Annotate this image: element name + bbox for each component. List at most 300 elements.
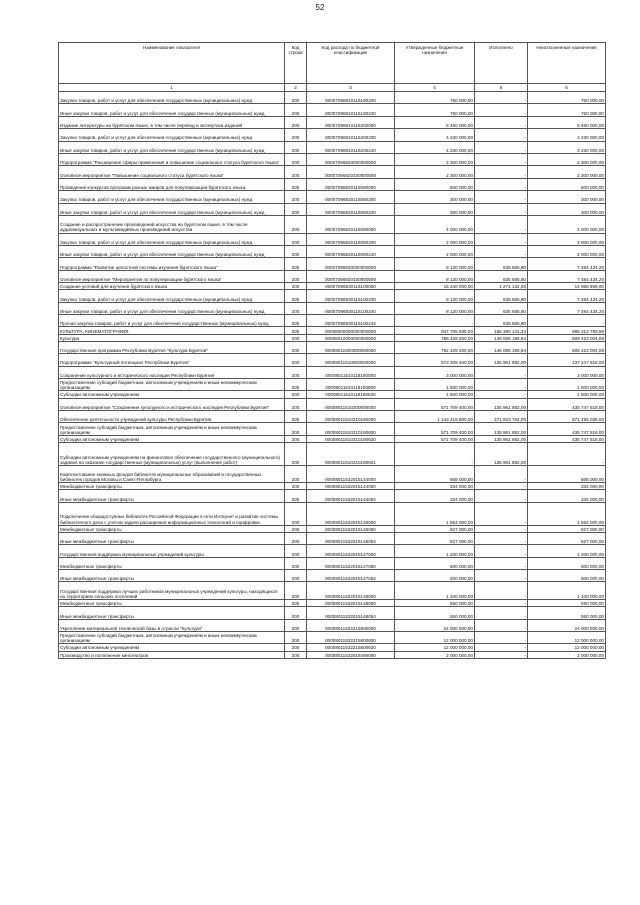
- row-line-code: 200: [285, 366, 307, 378]
- row-executed-amount: -: [475, 92, 528, 104]
- row-expense-code: 00008011510118180600: [307, 378, 395, 390]
- row-unexecuted-amount: 1 500 000,00: [528, 378, 606, 390]
- row-name: Подпрограмма "Расширение сферы применения и повышение социального статуса бурятского языка": [59, 153, 285, 165]
- table-row: [59, 270, 606, 282]
- table-row: [59, 490, 606, 502]
- row-line-code: 200: [285, 283, 307, 290]
- row-approved-amount: 600 000,00: [395, 557, 475, 569]
- row-name: Субсидии автономным учреждениям: [59, 391, 285, 398]
- row-unexecuted-amount: 600 000,00: [528, 178, 606, 190]
- table-row: [59, 315, 606, 327]
- row-expense-code: 00008011532015144050: [307, 483, 395, 490]
- table-row: [59, 104, 606, 116]
- row-line-code: 200: [285, 153, 307, 165]
- row-unexecuted-amount: 1 200 000,00: [528, 545, 606, 557]
- row-executed-amount: 135 961 882,00: [475, 442, 528, 465]
- row-unexecuted-amount: 7 484 434,20: [528, 290, 606, 302]
- header-expense-code: Код расхода по бюджетной классификации: [307, 43, 395, 84]
- row-expense-code: 00008011532215800620: [307, 644, 395, 651]
- row-executed-amount: 135 961 882,00: [475, 435, 528, 442]
- row-line-code: 200: [285, 607, 307, 619]
- row-approved-amount: 300 000,00: [395, 203, 475, 215]
- row-unexecuted-amount: 550 000,00: [528, 607, 606, 619]
- table-row: [59, 619, 606, 631]
- table-row: [59, 410, 606, 422]
- row-name: Издание литературы на бурятском языке, в том числе перевод и экспертиза изданий: [59, 116, 285, 128]
- row-name: Иные межбюджетные трансферты: [59, 570, 285, 582]
- row-expense-code: 00007096830116100000: [307, 283, 395, 290]
- row-name: Сохранение культурного и исторического наследия Республики Бурятия: [59, 366, 285, 378]
- row-unexecuted-amount: 2 000 000,00: [528, 651, 606, 658]
- row-executed-amount: -: [475, 378, 528, 390]
- row-unexecuted-amount: -: [528, 315, 606, 327]
- row-line-code: 200: [285, 354, 307, 366]
- row-unexecuted-amount: 2 000 000,00: [528, 245, 606, 257]
- row-executed-amount: -: [475, 545, 528, 557]
- row-name: Межбюджетные трансферты: [59, 525, 285, 532]
- row-name: Прочая закупка товаров, работ и услуг для обеспечения государственных (муниципальных) нужд: [59, 315, 285, 327]
- row-unexecuted-amount: -: [528, 442, 606, 465]
- row-expense-code: 00007096820116090200: [307, 233, 395, 245]
- row-unexecuted-amount: 2 300 000,00: [528, 166, 606, 178]
- row-name: Предоставление субсидий бюджетным, автономным учреждениям и иным некоммерческим организациям: [59, 378, 285, 390]
- row-executed-amount: -: [475, 651, 528, 658]
- row-expense-code: 00007096820000000000: [307, 153, 395, 165]
- table-row: [59, 532, 606, 544]
- table-row: [59, 92, 606, 104]
- table-row: [59, 465, 606, 483]
- row-line-code: 200: [285, 557, 307, 569]
- row-expense-code: 00007096830100000000: [307, 270, 395, 282]
- row-executed-amount: 271 923 764,00: [475, 410, 528, 422]
- row-line-code: 200: [285, 525, 307, 532]
- row-unexecuted-amount: 871 495 036,00: [528, 410, 606, 422]
- row-expense-code: 00007096810116200200: [307, 129, 395, 141]
- row-line-code: 200: [285, 215, 307, 233]
- row-unexecuted-amount: 24 000 000,00: [528, 619, 606, 631]
- row-expense-code: 00008011510000000000: [307, 354, 395, 366]
- row-unexecuted-amount: 435 747 518,00: [528, 423, 606, 435]
- table-row: [59, 116, 606, 128]
- row-approved-amount: 4 230 000,00: [395, 141, 475, 153]
- row-line-code: 200: [285, 651, 307, 658]
- header-unexecuted: Неисполненные назначения: [528, 43, 606, 84]
- row-unexecuted-amount: 300 000,00: [528, 203, 606, 215]
- table-row: [59, 545, 606, 557]
- row-executed-amount: -: [475, 203, 528, 215]
- table-row: [59, 423, 606, 435]
- row-name: Государственная поддержка муниципальных учреждений культуры: [59, 545, 285, 557]
- row-unexecuted-amount: 334 000,00: [528, 490, 606, 502]
- row-approved-amount: -: [395, 315, 475, 327]
- row-unexecuted-amount: 550 000,00: [528, 600, 606, 607]
- row-expense-code: 00008011532015146050: [307, 525, 395, 532]
- row-executed-amount: -: [475, 104, 528, 116]
- row-executed-amount: -: [475, 465, 528, 483]
- row-unexecuted-amount: 600 000,00: [528, 570, 606, 582]
- row-name: Предоставление субсидий бюджетным, автономным учреждениям и иным некоммерческим организациям: [59, 423, 285, 435]
- row-line-code: 200: [285, 502, 307, 525]
- row-name: Проведение конкурсов программ разных жанров для популяризации бурятского языка: [59, 178, 285, 190]
- row-approved-amount: 2 000 000,00: [395, 651, 475, 658]
- row-approved-amount: 8 120 000,00: [395, 270, 475, 282]
- row-line-code: 200: [285, 532, 307, 544]
- table-row: [59, 334, 606, 341]
- table-row: [59, 258, 606, 270]
- row-approved-amount: -: [395, 442, 475, 465]
- row-unexecuted-amount: 4 000 000,00: [528, 215, 606, 233]
- row-name: Иные закупки товаров, работ и услуг для обеспечения государственных (муниципальных) нужд: [59, 104, 285, 116]
- row-executed-amount: -: [475, 366, 528, 378]
- row-line-code: 200: [285, 545, 307, 557]
- row-expense-code: 00007096820116080240: [307, 203, 395, 215]
- table-row: [59, 378, 606, 390]
- row-name: Комплектование книжных фондов библиотек муниципальных образований и государственных библиотек городов Москвы и Санкт-Петербурга: [59, 465, 285, 483]
- row-executed-amount: 1 271 132,00: [475, 283, 528, 290]
- row-executed-amount: -: [475, 557, 528, 569]
- row-executed-amount: -: [475, 525, 528, 532]
- row-expense-code: 00007096820116090240: [307, 245, 395, 257]
- row-approved-amount: 300 000,00: [395, 191, 475, 203]
- row-unexecuted-amount: 750 000,00: [528, 104, 606, 116]
- row-name: Основное мероприятие "Мероприятия по популяризации бурятского языка": [59, 270, 285, 282]
- row-name: Иные закупки товаров, работ и услуг для обеспечения государственных (муниципальных) нужд: [59, 302, 285, 314]
- row-line-code: 200: [285, 327, 307, 334]
- row-unexecuted-amount: 12 000 000,00: [528, 631, 606, 643]
- row-approved-amount: 12 000 000,00: [395, 631, 475, 643]
- column-number: 3: [307, 84, 395, 92]
- row-approved-amount: 752 429 200,00: [395, 341, 475, 353]
- row-name: Иные закупки товаров, работ и услуг для обеспечения государственных (муниципальных) нужд: [59, 245, 285, 257]
- row-name: Иные межбюджетные трансферты: [59, 532, 285, 544]
- header-executed: Исполнено: [475, 43, 528, 84]
- table-row: [59, 141, 606, 153]
- row-name: Иные закупки товаров, работ и услуг для обеспечения государственных (муниципальных) нужд: [59, 141, 285, 153]
- row-approved-amount: 600 000,00: [395, 570, 475, 582]
- row-approved-amount: 2 300 000,00: [395, 153, 475, 165]
- table-row: [59, 631, 606, 643]
- row-expense-code: 00008011532015147050: [307, 557, 395, 569]
- table-row: [59, 166, 606, 178]
- table-row: [59, 644, 606, 651]
- row-line-code: 200: [285, 334, 307, 341]
- row-approved-amount: 8 460 000,00: [395, 116, 475, 128]
- table-row: [59, 391, 606, 398]
- row-expense-code: 00008011510118180620: [307, 391, 395, 398]
- row-expense-code: 00008011532015144054: [307, 490, 395, 502]
- row-approved-amount: 16 240 000,00: [395, 283, 475, 290]
- row-unexecuted-amount: 600 000,00: [528, 557, 606, 569]
- row-unexecuted-amount: 689 312 793,66: [528, 327, 606, 334]
- row-name: Производство и пополнение кинотеатров: [59, 651, 285, 658]
- row-unexecuted-amount: 14 968 868,00: [528, 283, 606, 290]
- row-unexecuted-amount: 609 423 004,06: [528, 334, 606, 341]
- row-executed-amount: 135 961 882,00: [475, 354, 528, 366]
- row-approved-amount: 571 709 400,00: [395, 398, 475, 410]
- row-approved-amount: 334 000,00: [395, 490, 475, 502]
- budget-execution-table: [58, 42, 606, 659]
- row-expense-code: 00007096820116080200: [307, 191, 395, 203]
- row-executed-amount: -: [475, 570, 528, 582]
- row-executed-amount: -: [475, 619, 528, 631]
- row-name: Иные межбюджетные трансферты: [59, 490, 285, 502]
- row-expense-code: 00007096830116100240: [307, 302, 395, 314]
- row-approved-amount: 2 000 000,00: [395, 245, 475, 257]
- table-row: [59, 525, 606, 532]
- row-approved-amount: 2 000 000,00: [395, 233, 475, 245]
- row-name: Закупка товаров, работ и услуг для обеспечения государственных (муниципальных) нужд: [59, 290, 285, 302]
- row-line-code: 200: [285, 490, 307, 502]
- table-row: [59, 600, 606, 607]
- row-executed-amount: -: [475, 600, 528, 607]
- row-name: Государственная поддержка лучших работников муниципальных учреждений культуры, находящихся на территориях сельских поселений: [59, 582, 285, 600]
- row-line-code: 200: [285, 315, 307, 327]
- row-name: Основное мероприятие "Сохранение культурного и исторического наследия Республики Бурятия": [59, 398, 285, 410]
- row-expense-code: 00007096810116200240: [307, 141, 395, 153]
- row-executed-amount: -: [475, 502, 528, 525]
- row-line-code: 200: [285, 410, 307, 422]
- row-expense-code: 00008011532015147054: [307, 570, 395, 582]
- row-line-code: 200: [285, 116, 307, 128]
- row-unexecuted-amount: 606 423 004,06: [528, 341, 606, 353]
- table-row: [59, 290, 606, 302]
- row-unexecuted-amount: 300 000,00: [528, 191, 606, 203]
- row-expense-code: 00008011532215800600: [307, 631, 395, 643]
- row-line-code: 200: [285, 233, 307, 245]
- row-unexecuted-amount: 1 500 000,00: [528, 391, 606, 398]
- row-expense-code: 00007096810116200000: [307, 116, 395, 128]
- table-row: [59, 233, 606, 245]
- row-approved-amount: 2 300 000,00: [395, 166, 475, 178]
- table-row: [59, 191, 606, 203]
- row-unexecuted-amount: 7 484 434,20: [528, 258, 606, 270]
- table-row: [59, 354, 606, 366]
- row-executed-amount: 146 006 195,94: [475, 341, 528, 353]
- table-row: [59, 245, 606, 257]
- row-executed-amount: 135 961 882,00: [475, 423, 528, 435]
- row-executed-amount: -: [475, 644, 528, 651]
- row-executed-amount: -: [475, 607, 528, 619]
- row-executed-amount: -: [475, 191, 528, 203]
- row-name: Субсидии автономным учреждениям: [59, 435, 285, 442]
- row-approved-amount: 550 000,00: [395, 607, 475, 619]
- row-unexecuted-amount: 2 000 000,00: [528, 233, 606, 245]
- row-approved-amount: 1 500 000,00: [395, 391, 475, 398]
- row-approved-amount: 827 000,00: [395, 532, 475, 544]
- row-expense-code: 00007096820116090000: [307, 215, 395, 233]
- row-approved-amount: 24 000 000,00: [395, 619, 475, 631]
- row-executed-amount: -: [475, 532, 528, 544]
- row-expense-code: 00008011510210180620: [307, 435, 395, 442]
- table-row: [59, 215, 606, 233]
- row-approved-amount: 750 000,00: [395, 104, 475, 116]
- row-executed-amount: -: [475, 582, 528, 600]
- table-row: [59, 341, 606, 353]
- row-line-code: 200: [285, 258, 307, 270]
- table-row: [59, 302, 606, 314]
- row-expense-code: 00008011532215800000: [307, 619, 395, 631]
- row-line-code: 200: [285, 435, 307, 442]
- row-unexecuted-amount: 1 100 000,00: [528, 582, 606, 600]
- row-expense-code: 00008011510210180600: [307, 423, 395, 435]
- row-approved-amount: 571 709 400,00: [395, 423, 475, 435]
- row-unexecuted-amount: 827 000,00: [528, 532, 606, 544]
- row-expense-code: 00008011510210180000: [307, 410, 395, 422]
- row-unexecuted-amount: 3 000 000,00: [528, 366, 606, 378]
- row-expense-code: 00008011532015148054: [307, 607, 395, 619]
- row-executed-amount: -: [475, 166, 528, 178]
- row-line-code: 200: [285, 270, 307, 282]
- table-row: [59, 327, 606, 334]
- row-approved-amount: 847 708 935,00: [395, 327, 475, 334]
- row-line-code: 200: [285, 619, 307, 631]
- row-unexecuted-amount: 1 654 000,00: [528, 502, 606, 525]
- row-expense-code: 00008011532015148000: [307, 582, 395, 600]
- row-line-code: 200: [285, 302, 307, 314]
- row-approved-amount: 8 120 000,00: [395, 290, 475, 302]
- header-approved: Утвержденные бюджетные назначения: [395, 43, 475, 84]
- table-row: [59, 129, 606, 141]
- table-row: [59, 570, 606, 582]
- header-row-code: Код строки: [285, 43, 307, 84]
- row-unexecuted-amount: 750 000,00: [528, 92, 606, 104]
- row-name: Иные межбюджетные трансферты: [59, 607, 285, 619]
- table-row: [59, 178, 606, 190]
- row-approved-amount: 550 000,00: [395, 600, 475, 607]
- row-name: Создание условий для изучения бурятского языка: [59, 283, 285, 290]
- table-row: [59, 582, 606, 600]
- row-line-code: 200: [285, 631, 307, 643]
- row-name: Государственная программа Республики Бурятия "Культура Бурятии": [59, 341, 285, 353]
- row-line-code: 200: [285, 423, 307, 435]
- row-line-code: 200: [285, 378, 307, 390]
- row-name: Подключение общедоступных библиотек Российской Федерации к сети Интернет и развитие системы библиотечного дела с учетом задачи расширения информационных технологий и оцифровки: [59, 502, 285, 525]
- row-name: Укрепление материальной технической базы в отрасли "Культура": [59, 619, 285, 631]
- row-name: Закупка товаров, работ и услуг для обеспечения государственных (муниципальных) нужд: [59, 129, 285, 141]
- row-executed-amount: -: [475, 215, 528, 233]
- row-executed-amount: -: [475, 116, 528, 128]
- row-executed-amount: 635 565,80: [475, 302, 528, 314]
- row-line-code: 200: [285, 391, 307, 398]
- row-line-code: 200: [285, 398, 307, 410]
- row-approved-amount: 573 209 400,00: [395, 354, 475, 366]
- row-unexecuted-amount: 8 460 000,00: [528, 116, 606, 128]
- row-expense-code: 00007096810116190240: [307, 104, 395, 116]
- column-number: 6: [528, 84, 606, 92]
- table-row: [59, 483, 606, 490]
- table-header-row: [59, 43, 606, 84]
- row-unexecuted-amount: 435 747 518,00: [528, 435, 606, 442]
- table-row: [59, 435, 606, 442]
- row-line-code: 200: [285, 644, 307, 651]
- row-executed-amount: -: [475, 178, 528, 190]
- row-approved-amount: 1 100 000,00: [395, 582, 475, 600]
- row-name: Обеспечение деятельности учреждений культуры Республики Бурятия: [59, 410, 285, 422]
- row-executed-amount: 158 396 131,34: [475, 327, 528, 334]
- row-expense-code: 00008011532015148050: [307, 600, 395, 607]
- row-executed-amount: 635 565,80: [475, 315, 528, 327]
- row-approved-amount: 1 200 000,00: [395, 545, 475, 557]
- row-expense-code: 00007096830000000000: [307, 258, 395, 270]
- row-unexecuted-amount: 435 747 518,00: [528, 398, 606, 410]
- row-executed-amount: -: [475, 483, 528, 490]
- row-expense-code: 00007096810116190200: [307, 92, 395, 104]
- row-line-code: 200: [285, 442, 307, 465]
- row-approved-amount: 4 000 000,00: [395, 215, 475, 233]
- row-line-code: 200: [285, 465, 307, 483]
- row-expense-code: 00008000000000000000: [307, 327, 395, 334]
- row-expense-code: 00008011500000000000: [307, 341, 395, 353]
- row-approved-amount: 1 143 418 800,00: [395, 410, 475, 422]
- row-line-code: 200: [285, 582, 307, 600]
- row-executed-amount: -: [475, 391, 528, 398]
- row-expense-code: 00007096830116100200: [307, 290, 395, 302]
- row-line-code: 200: [285, 483, 307, 490]
- row-unexecuted-amount: 334 000,00: [528, 483, 606, 490]
- row-expense-code: 00008011510118180000: [307, 366, 395, 378]
- row-expense-code: 00008010000000000000: [307, 334, 395, 341]
- header-indicator-name: Наименование показателя: [59, 43, 285, 84]
- row-name: Субсидии автономным учреждениям на финансовое обеспечение государственного (муниципального) задания на оказание государственных (муниципальных) услуг (выполнение работ): [59, 442, 285, 465]
- row-executed-amount: -: [475, 490, 528, 502]
- row-name: Предоставление субсидий бюджетным, автономным учреждениям и иным некоммерческим организациям: [59, 631, 285, 643]
- row-approved-amount: 827 000,00: [395, 525, 475, 532]
- row-expense-code: 00007096820116080000: [307, 178, 395, 190]
- row-name: Межбюджетные трансферты: [59, 483, 285, 490]
- row-line-code: 200: [285, 129, 307, 141]
- row-executed-amount: -: [475, 233, 528, 245]
- row-executed-amount: 635 565,80: [475, 258, 528, 270]
- row-executed-amount: 635 565,80: [475, 270, 528, 282]
- row-name: Иные закупки товаров, работ и услуг для обеспечения государственных (муниципальных) нужд: [59, 203, 285, 215]
- row-executed-amount: -: [475, 129, 528, 141]
- row-line-code: 200: [285, 191, 307, 203]
- row-executed-amount: -: [475, 631, 528, 643]
- row-approved-amount: 12 000 000,00: [395, 644, 475, 651]
- row-approved-amount: 8 120 000,00: [395, 302, 475, 314]
- page-number: 52: [315, 3, 325, 12]
- row-line-code: 200: [285, 341, 307, 353]
- row-name: Подпрограмма "Развитие целостной системы изучения бурятского языка": [59, 258, 285, 270]
- row-line-code: 200: [285, 92, 307, 104]
- row-line-code: 200: [285, 141, 307, 153]
- row-unexecuted-amount: 4 230 000,00: [528, 141, 606, 153]
- row-approved-amount: 1 500 000,00: [395, 378, 475, 390]
- row-expense-code: 00007096820100000000: [307, 166, 395, 178]
- row-unexecuted-amount: 668 000,00: [528, 465, 606, 483]
- row-name: Субсидии автономным учреждениям: [59, 644, 285, 651]
- row-approved-amount: 571 709 400,00: [395, 435, 475, 442]
- row-name: Межбюджетные трансферты: [59, 600, 285, 607]
- column-number: 5: [475, 84, 528, 92]
- row-expense-code: 00008011510200000000: [307, 398, 395, 410]
- row-approved-amount: 4 230 000,00: [395, 129, 475, 141]
- row-unexecuted-amount: 437 247 518,00: [528, 354, 606, 366]
- row-approved-amount: 755 429 200,00: [395, 334, 475, 341]
- row-executed-amount: 635 565,80: [475, 290, 528, 302]
- row-approved-amount: 600 000,00: [395, 178, 475, 190]
- row-name: Межбюджетные трансферты: [59, 557, 285, 569]
- row-expense-code: 00008011532015146000: [307, 502, 395, 525]
- row-approved-amount: 8 120 000,00: [395, 258, 475, 270]
- table-row: [59, 153, 606, 165]
- table-row: [59, 607, 606, 619]
- row-name: Закупка товаров, работ и услуг для обеспечения государственных (муниципальных) нужд: [59, 92, 285, 104]
- row-unexecuted-amount: 12 000 000,00: [528, 644, 606, 651]
- table-row: [59, 442, 606, 465]
- column-number: 4: [395, 84, 475, 92]
- table-row: [59, 398, 606, 410]
